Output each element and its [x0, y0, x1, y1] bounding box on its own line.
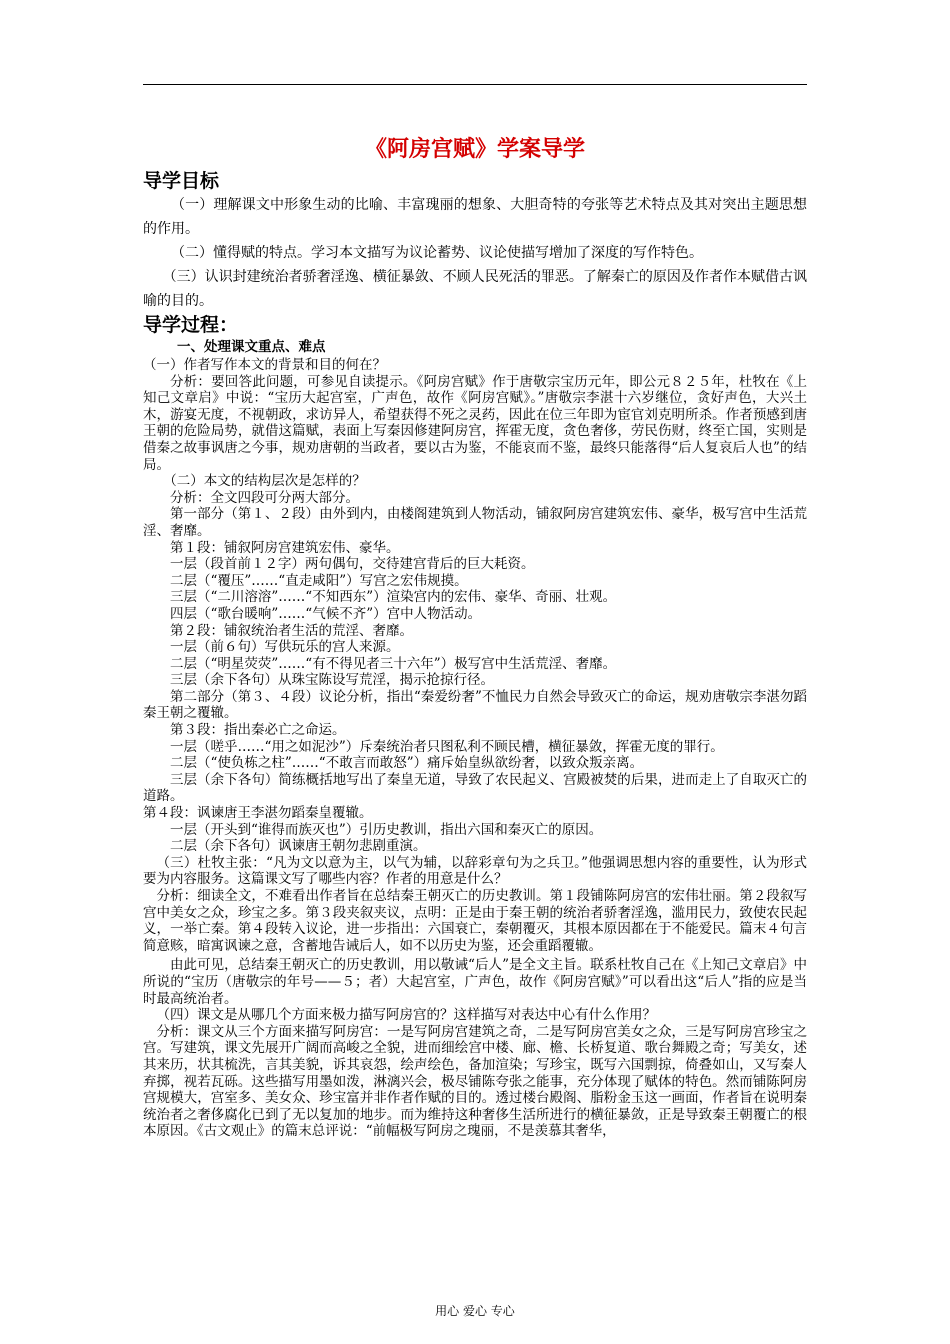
header-rule — [143, 84, 807, 85]
analysis-paragraph: 分析：细读全文，不难看出作者旨在总结秦王朝灭亡的历史教训。第１段铺陈阿房宫的宏伟壮丽。第２段叙写宫中美女之众，珍宝之多。第３段夹叙夹议，点明：正是由于秦王朝的统治者骄奢淫逸，滥用民力，致使农民起义，一举亡秦。第４段转入议论，进一步指出：六国衰亡，秦朝覆灭，其根本原因都在于不能爱民。篇末４句言简意赅，暗寓讽谏之意，含蓄地告诫后人，如不以历史为鉴，还会重蹈覆辙。 — [143, 888, 807, 954]
body-paragraph: 第３段：指出秦必亡之命运。 — [170, 722, 346, 739]
body-paragraph: 四层（“歌台暖响”……“气候不齐”）宫中人物活动。 — [170, 605, 482, 622]
body-paragraph: 一层（开头到“谁得而族灭也”）引历史教训，指出六国和秦灭亡的原因。 — [170, 821, 603, 838]
body-paragraph: 二层（“明星荧荧”……“有不得见者三十六年”）极写宫中生活荒淫、奢靡。 — [170, 655, 617, 672]
page-footer: 用心 爱心 专心 — [435, 1304, 515, 1318]
process-heading: 导学过程： — [143, 314, 239, 336]
question-paragraph: （四）课文是从哪几个方面来极力描写阿房宫的？这样描写对表达中心有什么作用？ — [156, 1007, 656, 1024]
body-paragraph: 三层（“二川溶溶”……“不知西东”）渲染宫内的宏伟、豪华、奇丽、壮观。 — [170, 589, 617, 606]
body-paragraph: 由此可见，总结秦王朝灭亡的历史教训，用以敬诫“后人”是全文主旨。联系杜牧自己在《上知己文章启》中所说的“宝历（唐敬宗的年号——５；者）大起宫室，广声色，故作《阿房宫赋》”可以看出这“后人”指的应是当时最高统治者。 — [143, 957, 807, 1007]
goal-item: （一）理解课文中形象生动的比喻、丰富瑰丽的想象、大胆奇特的夸张等艺术特点及其对突出主题思想的作用。 — [143, 197, 807, 237]
body-paragraph: 第一部分（第１、２段）由外到内，由楼阁建筑到人物活动，铺叙阿房宫建筑宏伟、豪华，极写宫中生活荒淫、奢靡。 — [143, 506, 807, 539]
body-paragraph: 一层（嗟乎……“用之如泥沙”）斥秦统治者只图私利不顾民槽，横征暴敛，挥霍无度的罪行。 — [170, 738, 724, 755]
body-paragraph: 三层（余下各句）简练概括地写出了秦皇无道，导致了农民起义、宫殿被焚的后果，进而走上了自取灭亡的道路。 — [143, 771, 807, 805]
question-paragraph: （二）本文的结构层次是怎样的？ — [163, 473, 366, 490]
goals-heading: 导学目标 — [143, 170, 220, 192]
document-title: 《阿房宫赋》学案导学 — [364, 136, 585, 162]
body-paragraph: 第２段：铺叙统治者生活的荒淫、奢靡。 — [170, 622, 413, 639]
analysis-paragraph: 分析：课文从三个方面来描写阿房宫：一是写阿房宫建筑之奇，二是写阿房宫美女之众，三是写阿房宫珍宝之宫。写建筑，课文先展开广阔而高峻之全貌，进而细绘宫中楼、廊、檐、长桥复道、歌台舞殿之奇；写美女，述其来历，状其梳洗，言其美貌，诉其哀怨，绘声绘色，备加渲染；写珍宝，既写六国剽掠，倚叠如山，又写秦人弃掷，视若瓦砾。这些描写用墨如泼，淋漓兴会，极尽铺陈夸张之能事，充分体现了赋体的特色。然而铺陈阿房宫规模大，宫室多、美女众、珍宝富并非作者作赋的目的。透过楼台殿阁、脂粉金玉这一画面，作者旨在说明秦统治者之奢侈腐化已到了无以复加的地步。而为维持这种奢侈生活所进行的横征暴敛，正是导致秦王朝覆亡的根本原因。《古文观止》的篇末总评说：“前幅极写阿房之瑰丽，不是羡慕其奢华， — [143, 1023, 807, 1140]
body-paragraph: 一层（段首前１２字）两句偶句，交待建宫背后的巨大耗资。 — [170, 556, 535, 573]
body-paragraph: 二层（“使负栋之柱”……“不敢言而敢怒”）痛斥始皇纵欲纷奢，以致众叛亲离。 — [170, 755, 644, 772]
body-paragraph: 第二部分（第３、４段）议论分析，指出“秦爱纷奢”不恤民力自然会导致灭亡的命运，规劝唐敬宗李湛勿蹈秦王朝之覆辙。 — [143, 688, 807, 722]
goal-item: （三）认识封建统治者骄奢淫逸、横征暴敛、不顾人民死活的罪恶。了解秦亡的原因及作者作本赋借古讽喻的目的。 — [143, 269, 807, 309]
analysis-paragraph: 分析：要回答此问题，可参见自读提示。《阿房宫赋》作于唐敬宗宝历元年，即公元８２５年，杜牧在《上知己文章启》中说：“宝历大起宫室，广声色，故作《阿房宫赋》。”唐敬宗李湛十六岁继位，贪好声色，大兴土木，游宴无度，不视朝政，求访异人，希望获得不死之灵药，因此在位三年即为宦官刘克明所杀。作者预感到唐王朝的危险局势，就借这篇赋，表面上写秦因修建阿房宫，挥霍无度，贪色奢侈，劳民伤财，终至亡国，实则是借秦之故事讽唐之今事，规劝唐朝的当政者，要以古为鉴，不能哀而不鉴，最终只能落得“后人复哀后人也”的结局。 — [143, 373, 807, 473]
goal-item: （二）懂得赋的特点。学习本文描写为议论蓄势、议论使描写增加了深度的写作特色。 — [171, 245, 703, 261]
body-paragraph: 二层（余下各句）讽谏唐王朝勿悲剧重演。 — [170, 838, 427, 855]
question-paragraph: （三）杜牧主张：“凡为文以意为主，以气为辅，以辞彩章句为之兵卫。”他强调思想内容的重要性，认为形式要为内容服务。这篇课文写了哪些内容？作者的用意是什么？ — [143, 854, 807, 888]
question-paragraph: （一）作者写作本文的背景和目的何在？ — [143, 357, 386, 373]
body-paragraph: 第４段：讽谏唐王李湛勿蹈秦皇覆辙。 — [143, 805, 373, 822]
body-paragraph: 二层（“覆压”……“直走咸阳”）写宫之宏伟规摸。 — [170, 572, 468, 589]
body-paragraph: 一层（前６句）写供玩乐的宫人来源。 — [170, 639, 400, 656]
body-paragraph: 三层（余下各句）从珠宝陈设写荒淫，揭示抢掠行径。 — [170, 672, 494, 689]
document-body — [143, 133, 807, 1140]
body-paragraph: 第１段：铺叙阿房宫建筑宏伟、豪华。 — [170, 539, 400, 556]
section-heading: 一、处理课文重点、难点 — [177, 339, 326, 355]
analysis-paragraph: 分析：全文四段可分两大部分。 — [170, 489, 359, 506]
